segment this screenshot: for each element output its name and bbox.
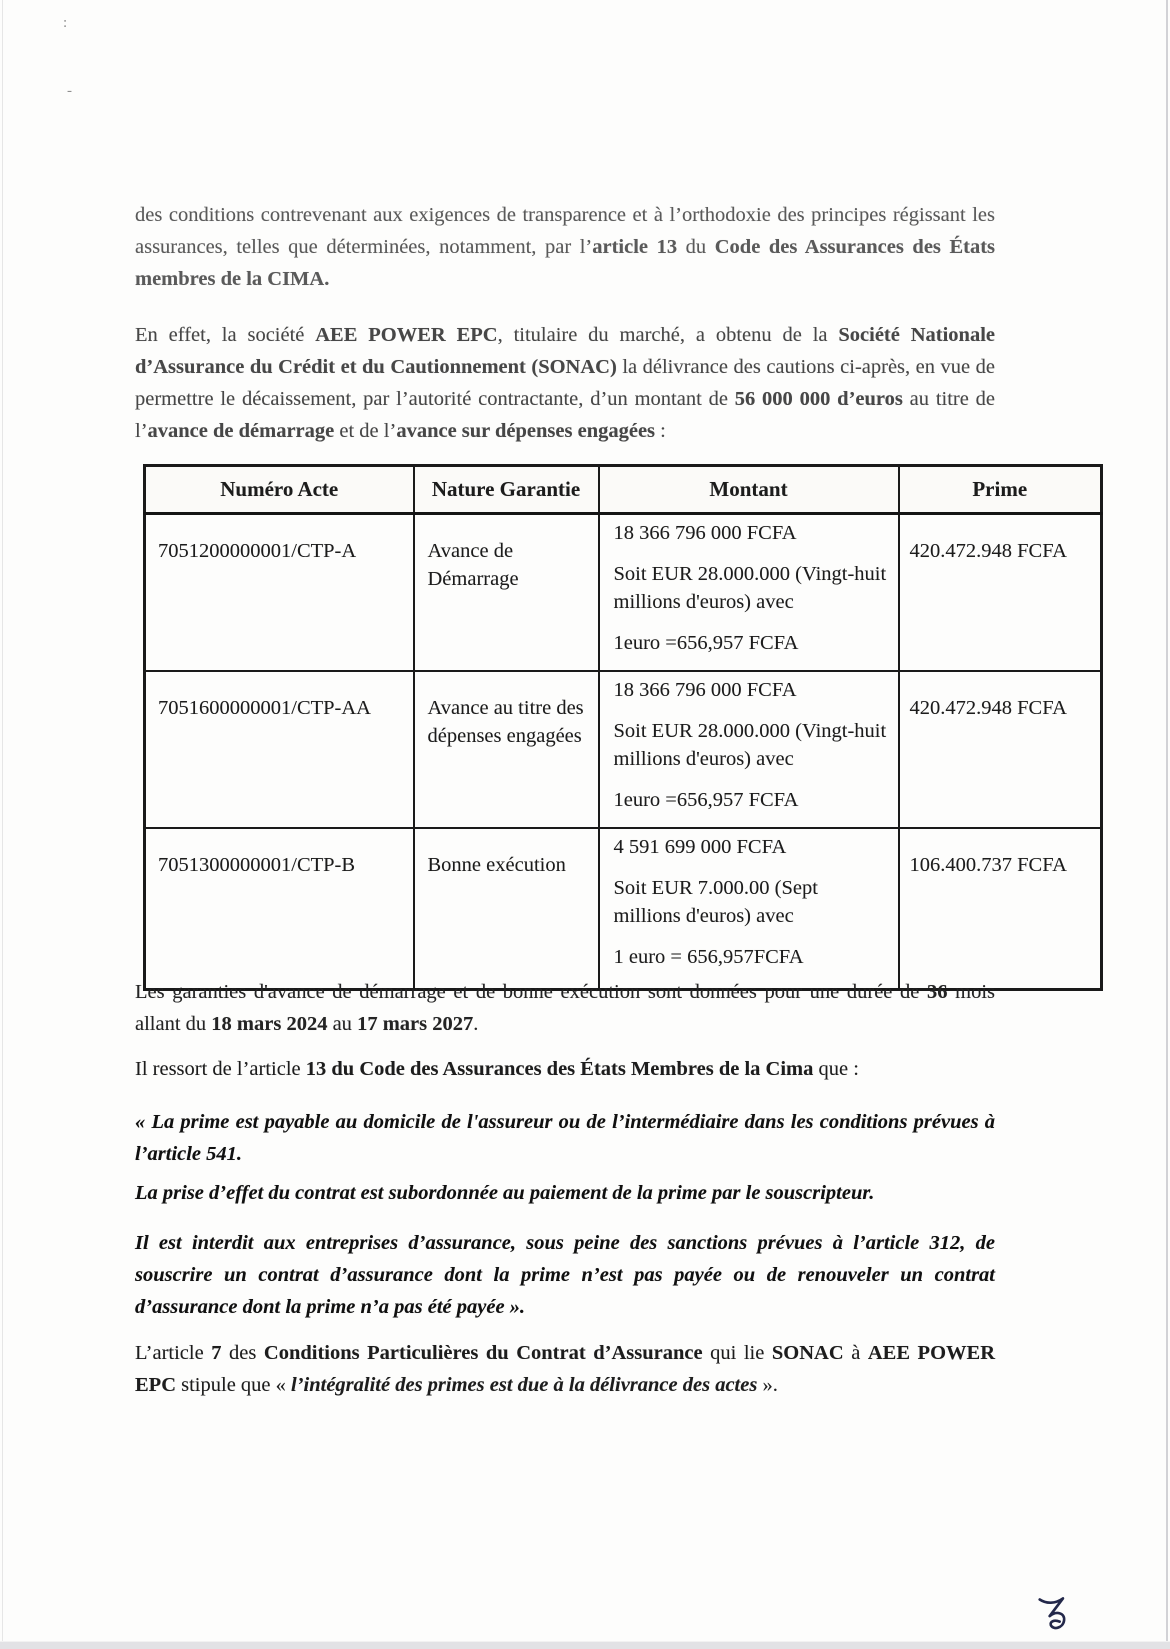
montant-line: Soit EUR 28.000.000 (Vingt-huit millions d'euros) avec [613,563,887,613]
header-nature-garantie: Nature Garantie [414,466,599,514]
handwritten-paraphe-signature [1034,1594,1072,1636]
cell-nature-garantie: Avance au titre des dépenses engagées [414,671,599,828]
cell-nature-garantie: Bonne exécution [414,828,599,989]
table-row-avance-depenses [145,671,1102,828]
montant-line: Soit EUR 7.000.00 (Sept millions d'euros) avec [613,877,818,927]
paragraph-article7-conditions: L’article 7 des Conditions Particulières du Contrat d’Assurance qui lie SONAC à AEE POWER EPC stipule que « l’intégralité des primes est due à la délivrance des actes ». [135,1342,995,1396]
header-prime: Prime [899,466,1102,514]
header-montant: Montant [599,466,899,514]
montant-line: 18 366 796 000 FCFA [613,522,797,544]
scan-edge-bottom-strip [0,1641,1170,1649]
table-row-bonne-execution [145,828,1102,989]
paragraph-cautions-sonac: En effet, la société AEE POWER EPC, titulaire du marché, a obtenu de la Société Nationale d’Assurance du Crédit et du Cautionnement (SONAC) la délivrance des cautions ci-après, en vue de permettre le décaissement, par l’autorité contractante, d’un montant de 56 000 000 d’euros au titre de l’avance de démarrage et de l’avance sur dépenses engagées : [135,324,995,442]
scan-edge-left-line [2,0,3,1649]
quote-prise-effet: La prise d’effet du contrat est subordonnée au paiement de la prime par le souscripteur. [135,1182,875,1204]
paragraph-article13-intro: Il ressort de l’article 13 du Code des Assurances des États Membres de la Cima que : [135,1058,859,1080]
montant-line: 4 591 699 000 FCFA [613,836,787,858]
scan-punch-mark-top: : [63,15,68,31]
montant-line: 18 366 796 000 FCFA [613,679,797,701]
montant-line: Soit EUR 28.000.000 (Vingt-huit millions d'euros) avec [613,720,887,770]
cell-numero-acte: 7051200000001/CTP-A [145,514,414,672]
scan-punch-mark-bottom: - [67,83,72,99]
montant-line: 1euro =656,957 FCFA [613,789,799,811]
paraphe-stroke [1040,1598,1064,1628]
cell-prime: 106.400.737 FCFA [899,828,1102,989]
garanties-table [143,464,1103,991]
cell-montant [599,671,899,828]
scan-edge-right-line [1166,0,1168,1649]
cell-nature-garantie: Avance de Démarrage [414,514,599,672]
cell-montant [599,514,899,672]
paragraph-duree-garanties: Les garanties d'avance de démarrage et de bonne exécution sont données pour une durée de 36 mois allant du 18 mars 2024 au 17 mars 2027. [135,981,995,1035]
cell-prime: 420.472.948 FCFA [899,514,1102,672]
header-numero-acte: Numéro Acte [145,466,414,514]
paragraph-cima-conditions: des conditions contrevenant aux exigences de transparence et à l’orthodoxie des principes régissant les assurances, telles que déterminées, notamment, par l’article 13 du Code des Assurances des États membres de la CIMA. [135,204,996,290]
cell-prime: 420.472.948 FCFA [899,671,1102,828]
table-header-row [145,466,1102,514]
quote-prime-payable: « La prime est payable au domicile de l'assureur ou de l’intermédiaire dans les conditions prévues à l’article 541. [135,1111,995,1165]
quote-interdiction-article312: Il est interdit aux entreprises d’assurance, sous peine des sanctions prévues à l’article 312, de souscrire un contrat d’assurance dont la prime n’est pas payée ou de renouveler un contrat d’assurance dont la prime n’a pas été payée ». [135,1232,995,1318]
cell-montant [599,828,899,989]
montant-line: 1 euro = 656,957FCFA [613,946,804,968]
table-row-avance-demarrage [145,514,1102,672]
montant-line: 1euro =656,957 FCFA [613,632,799,654]
cell-numero-acte: 7051300000001/CTP-B [145,828,414,989]
cell-numero-acte: 7051600000001/CTP-AA [145,671,414,828]
